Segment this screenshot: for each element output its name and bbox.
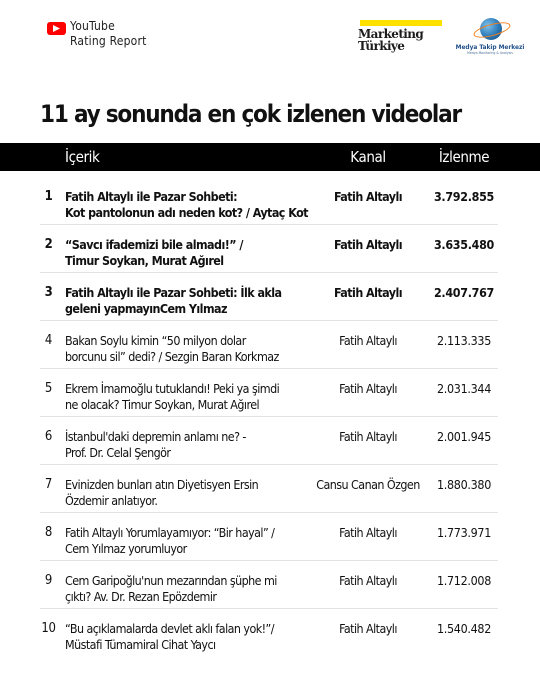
column-header-views: İzlenme <box>438 148 490 166</box>
table-row <box>40 416 498 465</box>
column-header-content: İçerik <box>65 148 100 166</box>
rank-number: 10 <box>41 621 56 636</box>
channel-name: Cansu Canan Özgen <box>316 477 420 492</box>
brand-line-1: YouTube <box>70 19 115 33</box>
view-count: 2.407.767 <box>433 285 495 300</box>
rank-number: 1 <box>44 189 53 204</box>
channel-name: Fatih Altaylı <box>339 381 397 396</box>
rank-number: 2 <box>44 237 53 252</box>
channel-name: Fatih Altaylı <box>333 237 403 252</box>
table-header <box>0 143 540 171</box>
youtube-logo-icon <box>47 22 66 35</box>
table-row <box>40 512 498 561</box>
view-count: 2.113.335 <box>436 333 491 348</box>
rank-number: 3 <box>44 285 53 300</box>
view-count: 3.635.480 <box>433 237 495 252</box>
rank-number: 8 <box>44 525 53 540</box>
medya-takip-merkezi-name: Medya Takip Merkezi <box>455 43 525 51</box>
channel-name: Fatih Altaylı <box>339 429 397 444</box>
view-count: 1.540.482 <box>436 621 491 636</box>
table-row <box>40 176 498 225</box>
rank-number: 5 <box>44 381 53 396</box>
channel-name: Fatih Altaylı <box>333 189 403 204</box>
rank-number: 4 <box>44 333 53 348</box>
video-title: Ekrem İmamoğlu tutuklandı! Peki ya şimdi ne olacak? Timur Soykan, Murat Ağırel <box>65 381 280 412</box>
video-title: Bakan Soylu kimin “50 milyon dolar borcunu sil” dedi? / Sezgin Baran Korkmaz <box>65 333 279 364</box>
table-row <box>40 368 498 417</box>
view-count: 1.712.008 <box>436 573 491 588</box>
table-row <box>40 320 498 369</box>
report-brand <box>70 19 147 49</box>
table-row <box>40 560 498 609</box>
video-title: Fatih Altaylı ile Pazar Sohbeti: İlk akla geleni yapmayınCem Yılmaz <box>65 285 282 316</box>
rank-number: 9 <box>44 573 53 588</box>
channel-name: Fatih Altaylı <box>333 285 403 300</box>
channel-name: Fatih Altaylı <box>339 621 397 636</box>
column-header-channel: Kanal <box>350 148 386 166</box>
view-count: 1.880.380 <box>436 477 491 492</box>
video-title: İstanbul'daki depremin anlamı ne? - Prof. Dr. Celal Şengör <box>65 429 246 460</box>
view-count: 1.773.971 <box>436 525 491 540</box>
medya-takip-merkezi-logo <box>455 16 525 56</box>
view-count: 2.001.945 <box>436 429 491 444</box>
page-title: 11 ay sonunda en çok izlenen videolar <box>40 100 461 128</box>
view-count: 3.792.855 <box>433 189 495 204</box>
marketing-turkiye-logo <box>358 20 443 56</box>
channel-name: Fatih Altaylı <box>339 333 397 348</box>
rank-number: 6 <box>44 429 53 444</box>
video-title: “Savcı ifademizi bile almadı!” / Timur Soykan, Murat Ağırel <box>65 237 243 268</box>
table-row <box>40 224 498 273</box>
video-title: Cem Garipoğlu'nun mezarından şüphe mi çıktı? Av. Dr. Rezan Epözdemir <box>65 573 277 604</box>
marketing-turkiye-line-2: Türkiye <box>358 39 405 53</box>
marketing-turkiye-bar <box>360 20 442 26</box>
channel-name: Fatih Altaylı <box>339 573 397 588</box>
report-header <box>0 0 540 80</box>
rank-number: 7 <box>44 477 53 492</box>
table-row <box>40 464 498 513</box>
medya-takip-merkezi-subtitle: Medya Monitoring & Analysis <box>467 51 513 55</box>
brand-line-2: Rating Report <box>70 34 147 48</box>
video-title: Fatih Altaylı Yorumlayamıyor: “Bir hayal” / Cem Yılmaz yorumluyor <box>65 525 275 556</box>
table-row <box>40 272 498 321</box>
marketing-turkiye-line-1: Marketing <box>358 27 424 41</box>
video-title: “Bu açıklamalarda devlet aklı falan yok!”/ Müstafi Tümamiral Cihat Yaycı <box>65 621 274 652</box>
video-title: Evinizden bunları atın Diyetisyen Ersin Özdemir anlatıyor. <box>65 477 259 508</box>
table-row <box>40 608 498 656</box>
video-title: Fatih Altaylı ile Pazar Sohbeti: Kot pantolonun adı neden kot? / Aytaç Kot <box>65 189 308 220</box>
channel-name: Fatih Altaylı <box>339 525 397 540</box>
view-count: 2.031.344 <box>436 381 491 396</box>
